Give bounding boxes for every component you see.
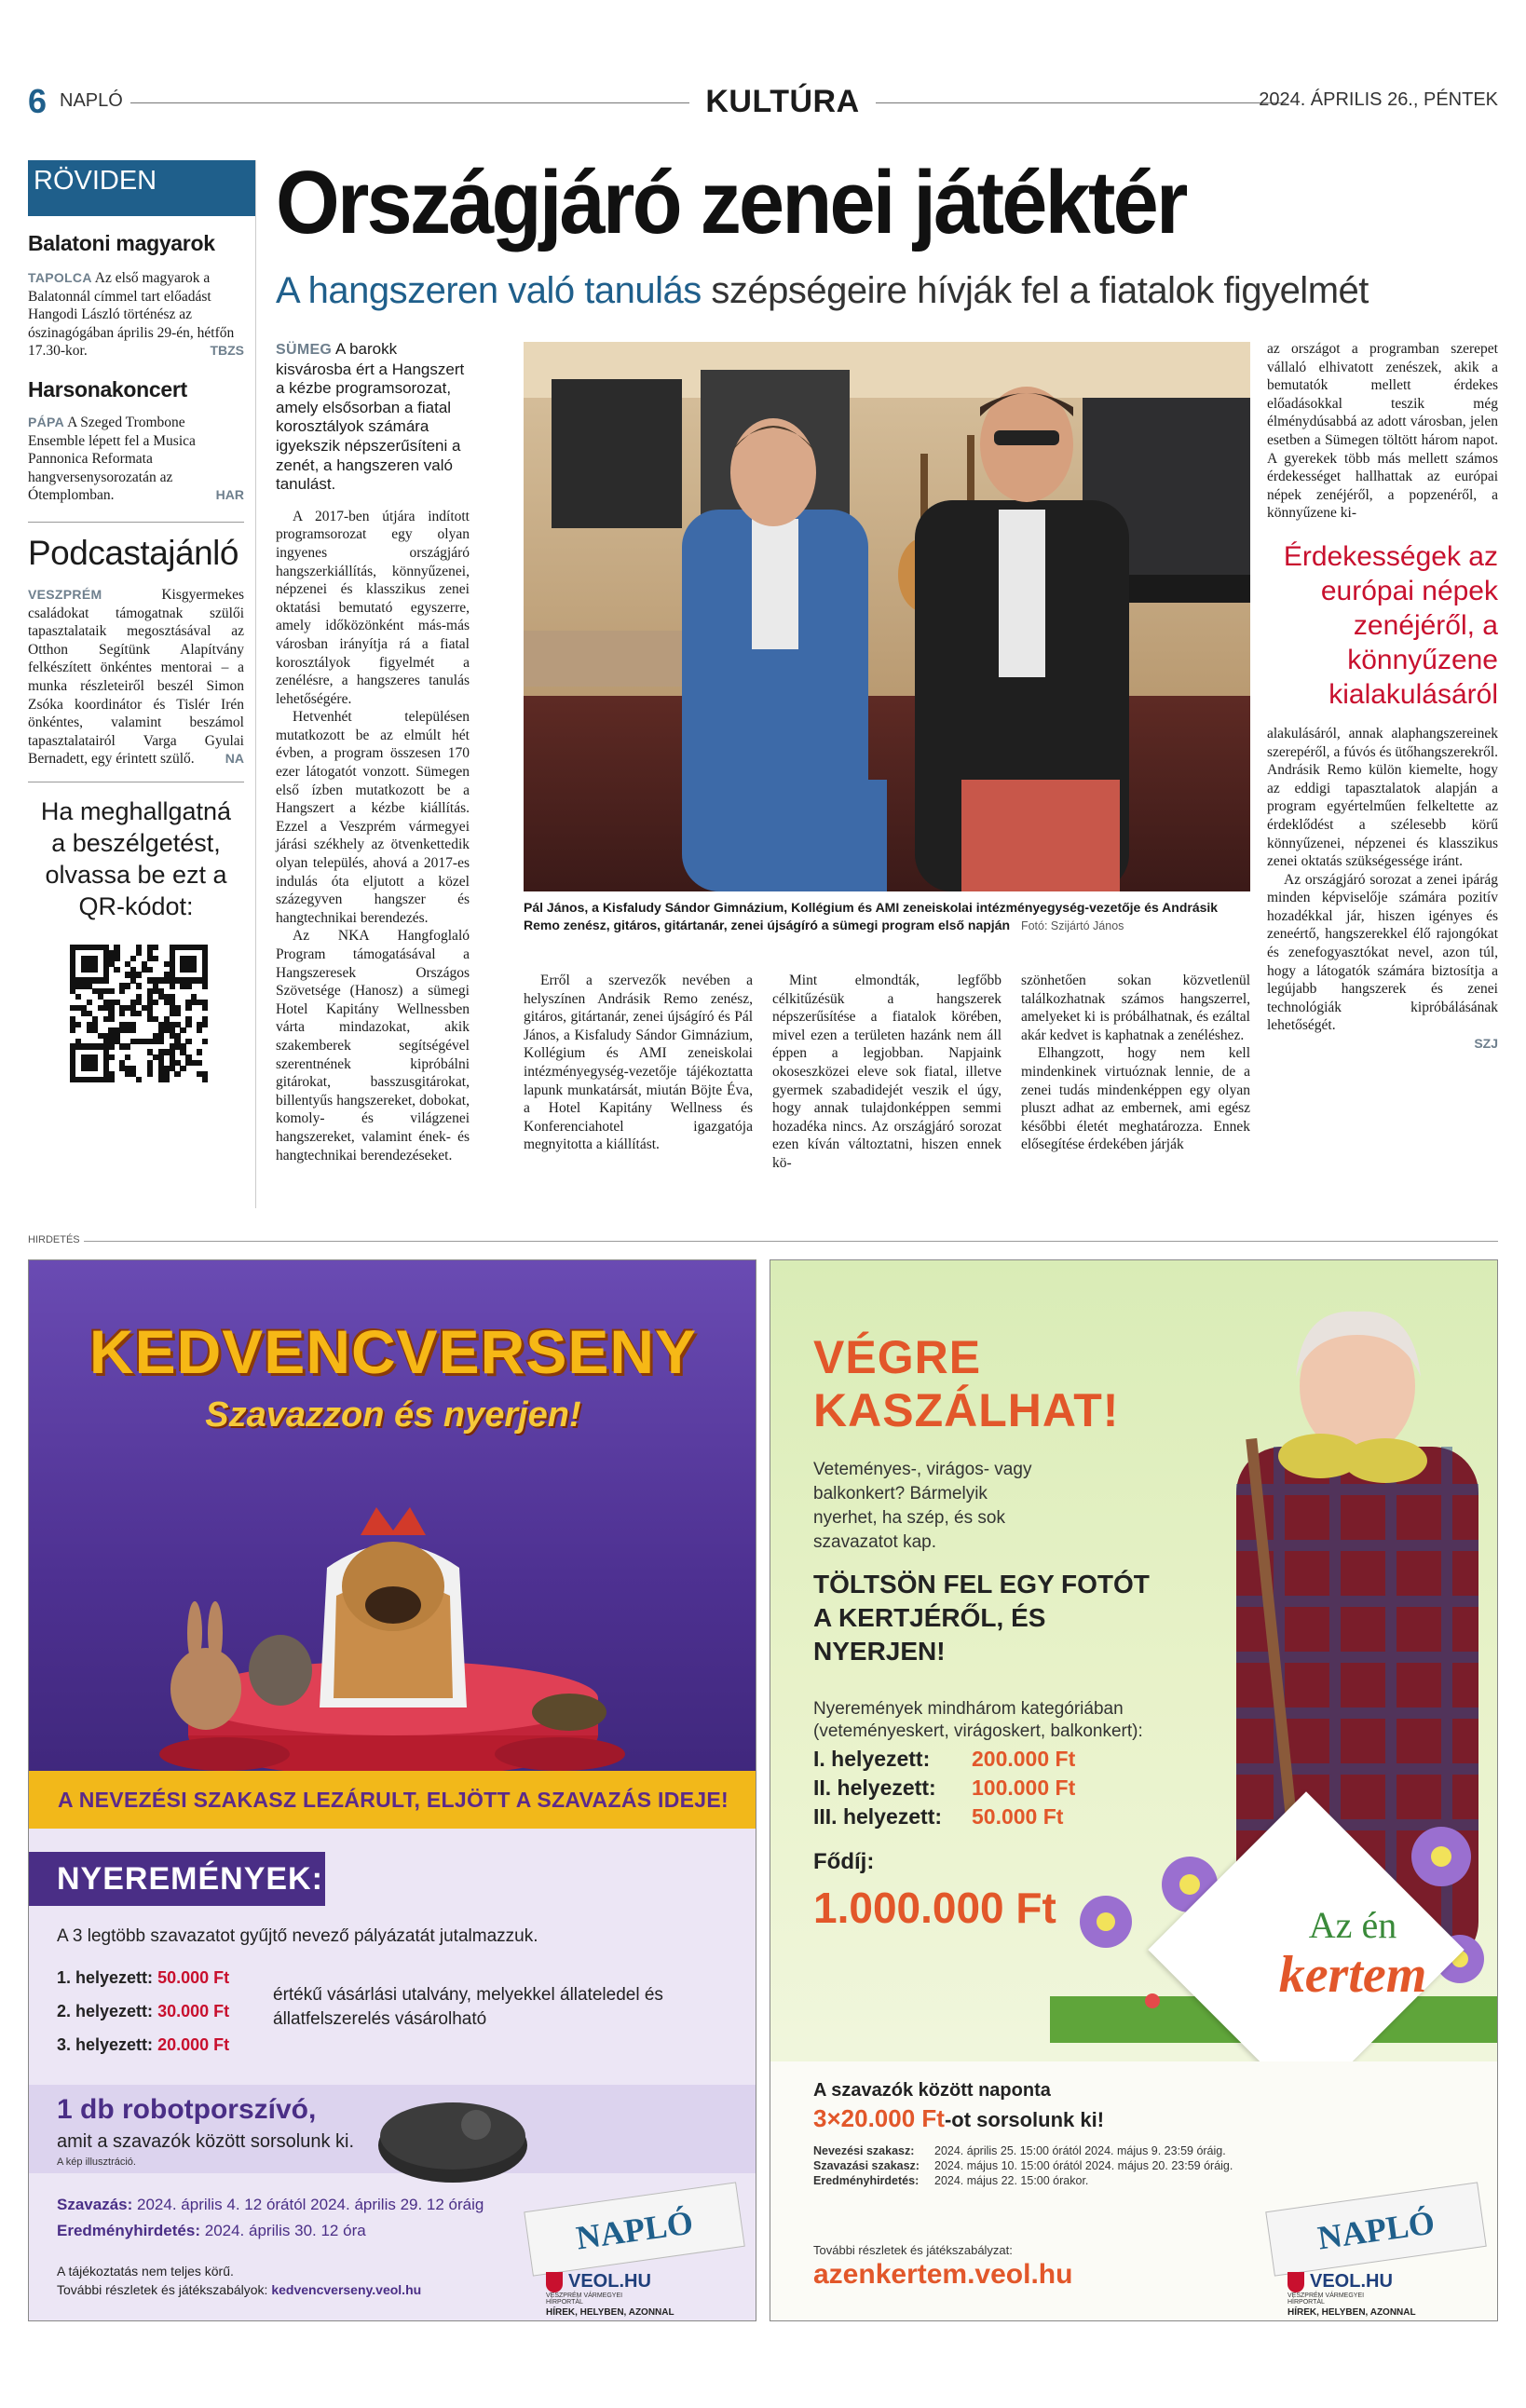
article-signature: SZJ [1474, 1036, 1498, 1052]
pull-quote: Érdekességek az európai népek zenéjéről, a könnyűzene kialakulásáról [1283, 540, 1498, 710]
ad-prizes-intro: Nyeremények mindhárom kategóriában (veteményeskert, virágoskert, balkonkert): [813, 1699, 1143, 1741]
photo-caption-text: Pál János, a Kisfaludy Sándor Gimnázium, Kollégium és AMI zeneiskolai intézményegység-vezetője és Andrásik Remo zenész, gitáros, gitártanár, zenei újságíró a sümegi program első napján [524, 900, 1219, 932]
veol-logo: VEOL.HU VESZPRÉM VÁRMEGYEI HÍRPORTÁL [1288, 2271, 1393, 2306]
ad-cta: TÖLTSÖN FEL EGY FOTÓT A KERTJÉRŐL, ÉS NYERJEN! [813, 1570, 1150, 1666]
ad-robot-note: A kép illusztráció. [57, 2156, 136, 2168]
ad-kedvencverseny[interactable] [28, 1259, 756, 2321]
body-paragraph: alakulásáról, annak alaphangszereinek szerepéről, a fúvós és ütőhangszerekről. Andrásik Remo külön kiemelte, hogy az eddigi tapasztalatok alapján a program egyértelműen felkeltette az érdeklődést a szélesebb körű könnyűzenei, népzenei és klasszikus zenei oktatás szükségessége iránt. [1267, 725, 1498, 870]
ad-prize-row: III. helyezett: 50.000 Ft [813, 1804, 1064, 1829]
ad-main-prize-amount: 1.000.000 Ft [813, 1884, 1056, 1932]
ad-intro: Veteményes-, virágos- vagy balkonkert? Bármelyik nyerhet, ha szép, és sok szavazatot kap. [813, 1460, 1032, 1552]
ad-prize-row: 3. helyezett: 20.000 Ft [57, 2035, 230, 2054]
podcast-signature: NA [225, 751, 244, 767]
body-paragraph: Erről a szervezők nevében a helyszínen Andrásik Remo zenész, gitáros, gitártanár, zenei újságíró és Pál János, a Kisfaludy Sándor Gimnázium, Kollégium és AMI zeneiskolai intézményegység-vezetője tájékoztatta lapunk munkatársát, miután Böjte Éva, a Hotel Kapitány Wellness és Konferenciahotel igazgatója megnyitotta a kiállítást. [524, 973, 753, 1153]
sidebar-item-body [28, 414, 244, 505]
sidebar [28, 160, 256, 1208]
ad-schedule-row: Nevezési szakasz: 2024. április 25. 15:00 órától 2024. május 9. 23:59 óráig. [813, 2144, 1226, 2157]
ad-prize-list [57, 1961, 229, 2061]
ad-brand-line-2: kertem [1278, 1946, 1427, 2004]
article-photo [524, 342, 1250, 891]
ad-daily-line-2: 3×20.000 Ft-ot sorsolunk ki! [813, 2104, 1105, 2132]
lead-location: SÜMEG [276, 342, 333, 358]
ad-prizes-heading: NYEREMÉNYEK: [29, 1852, 325, 1906]
sidebar-item-body [28, 269, 244, 361]
veol-logo: VEOL.HU VESZPRÉM VÁRMEGYEI HÍRPORTÁL [546, 2271, 651, 2306]
ad-daily-line-1: A szavazók között naponta [813, 2080, 1051, 2101]
article-column-3 [772, 972, 1001, 1173]
ad-info: További részletek és játékszabályzat: [813, 2243, 1013, 2257]
headline: Országjáró zenei játéktér [276, 153, 1186, 252]
header-rule-left [130, 102, 689, 103]
body-paragraph: Az NKA Hangfoglaló Program támogatásával a Hangszeresek Országos Szövetsége (Hanosz) a sümegi Hotel Kapitány Wellnessben várta mindazokat, akik szakemberek segítségével szerentnének kipróbálni gitárokat, basszusgitárokat, billentyűs hangszereket, dobokat, komoly- és világzenei hangszereket, valamint ének- és hangtechnikai berendezéseket. [276, 928, 470, 1163]
body-paragraph: Az országjáró sorozat a zenei ipárág minden képviselője számára pozitív hozadékkal jár, hiszen igényes és zeneértő, hangszerekkel élő rajongókat és zenefogyasztókat nevel, azon túl, hogy a látogatók számára biztosítja a legújabb hangszerek és zenei technológiák kipróbálásának lehetőségét. [1267, 871, 1498, 1034]
subheadline-rest: szépségeire hívják fel a fiatalok figyelmét [711, 270, 1369, 311]
podcast-body [28, 586, 244, 769]
ad-link[interactable]: azenkertem.veol.hu [813, 2259, 1073, 2290]
shield-icon [546, 2272, 563, 2292]
ad-azenkertem[interactable] [770, 1259, 1498, 2321]
photo-illustration [524, 342, 1250, 891]
article-column-5 [1267, 340, 1498, 1054]
robot-vacuum-image [374, 2080, 532, 2192]
veol-tagline: HÍREK, HELYBEN, AZONNAL [1288, 2307, 1416, 2318]
ad-schedule [813, 2143, 1233, 2188]
veol-tagline: HÍREK, HELYBEN, AZONNAL [546, 2307, 674, 2318]
article-column-4 [1021, 972, 1250, 1154]
body-paragraph: szönhetően sokan közvetlenül találkozhatnak számos hangszerrel, amelyeket ki is próbálhatnak, és ezáltal akár kedvet is kaphatnak a zenéléshez. [1021, 973, 1250, 1043]
ads-label: HIRDETÉS [28, 1234, 80, 1245]
body-paragraph: A 2017-ben útjára indított programsorozat egy olyan ingyenes országjáró hangszerkiállítás, könnyűzenei, népzenei és klasszikus zenei oktatási bemutató egyszerre, amely időközönként más-más városban irányítja rá a fiatal korosztályok figyelmét a zenélésre, a hangszeres tanulás lehetőségére. [276, 508, 470, 707]
sidebar-item-location: TAPOLCA [28, 270, 92, 285]
ad-prize-row: 1. helyezett: 50.000 Ft [57, 1968, 230, 1987]
page-date: 2024. ÁPRILIS 26., PÉNTEK [1259, 89, 1498, 110]
sidebar-item-location: PÁPA [28, 414, 65, 429]
body-paragraph: Elhangzott, hogy nem kell mindenkinek virtuóznak lennie, de a zenei tudás mindenképpen egy olyan pluszt adhat az embernek, ami egész későbbi életét meghatározza. Ennek elősegítése érdekében járják [1021, 1045, 1250, 1153]
ad-brand-line-1: Az én [1308, 1904, 1397, 1946]
header-rule-right [876, 102, 1286, 103]
ad-subtitle: Szavazzon és nyerjen! [205, 1395, 581, 1435]
lead-text: A barokk kisvárosba ért a Hangszert a kézbe programsorozat, amely elsősorban a fiatal korosztályok számára igyekszik népszerűsíteni a zenét, a hangszeren való tanulást. [276, 340, 465, 494]
body-paragraph: Hetvenhét településen mutatkozott be az elmúlt hét évben, a program összesen 170 ezer látogatót vonzott. Sümegen első ízben mutatkozott be a Hangszert a kézbe kiállítás. Ezzel a Veszprém vármegyei járási székhely az ötvenkettedik olyan település, ahová a 2017-es indulás óta eljutott a közel százegyven hangszer és hangtechnikai berendezés. [276, 709, 470, 926]
qr-code[interactable] [70, 945, 208, 1082]
naplo-newspaper-image: NAPLÓ [1265, 2182, 1487, 2276]
ad-pets-illustration [29, 1456, 756, 1810]
article-column-1 [276, 340, 470, 1164]
podcast-title: Podcastajánló [28, 533, 238, 572]
sidebar-item-text: A Szeged Trombone Ensemble lépett fel a Musica Pannonica Reformata hangversenysorozatán az Ótemplomban. [28, 414, 196, 504]
ad-voucher-text: értékű vásárlási utalvány, melyekkel állateledel és állatfelszerelés vásárolható [273, 1985, 663, 2029]
ad-robot-sub: amit a szavazók között sorsolunk ki. [57, 2131, 355, 2152]
page-number: 6 [28, 82, 48, 120]
body-paragraph: Mint elmondták, legfőbb célkitűzésük a hangszerek népszerűsítése a fiatalok körében, mivel ezen a területen hazánk nem áll éppen a legjobban. Napjaink okoseszközei eleve sok fiatal, illetve gyermek szabadidejét veszik el úgy, hogy annak tulajdonképpen semmi hozadéka nincs. Az országjáró sorozat ezen kíván változtatni, hiszen ennek kö- [772, 973, 1001, 1171]
ad-title-line-2: KASZÁLHAT! [813, 1384, 1120, 1436]
page-header [28, 82, 1498, 119]
ad-prizes-intro: A 3 legtöbb szavazatot gyűjtő nevező pályázatát jutalmazzuk. [57, 1926, 538, 1946]
sidebar-label: RÖVIDEN [28, 160, 255, 216]
article-column-2 [524, 972, 753, 1154]
section-title: KULTÚRA [705, 84, 860, 119]
ad-schedule-row: Eredményhirdetés: 2024. május 22. 15:00 órakor. [813, 2174, 1089, 2187]
sidebar-item-title: Balatoni magyarok [28, 231, 215, 255]
ad-banner: A NEVEZÉSI SZAKASZ LEZÁRULT, ELJÖTT A SZAVAZÁS IDEJE! [29, 1771, 756, 1829]
ad-prize-row: II. helyezett: 100.000 Ft [813, 1775, 1076, 1800]
body-paragraph: az országot a programban szerepet vállaló elhivatott zenészek, akik a bemutatók mellett érdekes előadásokkal teszik még élménydúsabbá az adott városban, jelen esetben a Sümegen töltött három napot. A gyerekek több más mellett számos érdekességet hallhattak az európai népek zenéjéről, a popzenéről, a könnyűzene ki- [1267, 341, 1498, 522]
lead-paragraph [276, 340, 470, 495]
shield-icon [1288, 2272, 1304, 2292]
subheadline [276, 270, 1369, 312]
ad-info: A tájékoztatás nem teljes körű. További részletek és játékszabályok: kedvencverseny.veol.hu [57, 2264, 422, 2297]
ad-prize-row: 2. helyezett: 30.000 Ft [57, 2002, 230, 2020]
ad-prize-list [813, 1745, 1075, 1831]
sidebar-item-text: Az első magyarok a Balatonnál címmel tart előadást Hangodi László történész az ószinagógában április 29-én, hétfőn 17.30-kor. [28, 270, 235, 360]
sidebar-item-title: Harsonakoncert [28, 376, 187, 401]
photo-credit: Fotó: Szijártó János [1020, 918, 1124, 932]
ad-robot-title: 1 db robotporszívó, [57, 2094, 317, 2125]
ads-rule [84, 1241, 1498, 1242]
ad-prize-row: I. helyezett: 200.000 Ft [813, 1747, 1076, 1771]
naplo-newspaper-image: NAPLÓ [524, 2182, 745, 2276]
subheadline-bold: A hangszeren való tanulás [276, 270, 702, 311]
ad-title: KEDVENCVERSENY [89, 1317, 698, 1386]
ad-vote-dates: Szavazás: 2024. április 4. 12 órától 2024. április 29. 12 óráig Eredményhirdetés: 2024. április 30. 12 óra [57, 2196, 484, 2239]
podcast-location: VESZPRÉM [28, 586, 102, 602]
ad-link[interactable]: kedvencverseny.veol.hu [271, 2282, 422, 2297]
qr-prompt: Ha meghallgatná a beszélgetést, olvassa be ezt a QR-kódot: [40, 796, 232, 920]
photo-caption [524, 899, 1250, 934]
paper-name: NAPLÓ [60, 90, 123, 111]
podcast-text: Kisgyermekes családokat támogatnak szülői tapasztalataik megosztásával az Otthon Segítünk Alapítvány felkészített önkéntes mentorai – a munka részleteiről beszél Simon Zsóka koordinátor és Tislér Irén önkéntes, valamint beszámol tapasztalatairól Varga Gyulai Bernadett, egy érintett szülő. [28, 586, 244, 768]
sidebar-item-signature: TBZS [210, 343, 244, 359]
ad-main-prize-label: Fődíj: [813, 1849, 875, 1874]
sidebar-item-signature: HAR [215, 487, 244, 503]
ad-title-line-1: VÉGRE [813, 1331, 982, 1383]
ad-schedule-row: Szavazási szakasz: 2024. május 10. 15:00 órától 2024. május 20. 23:59 óráig. [813, 2159, 1233, 2172]
